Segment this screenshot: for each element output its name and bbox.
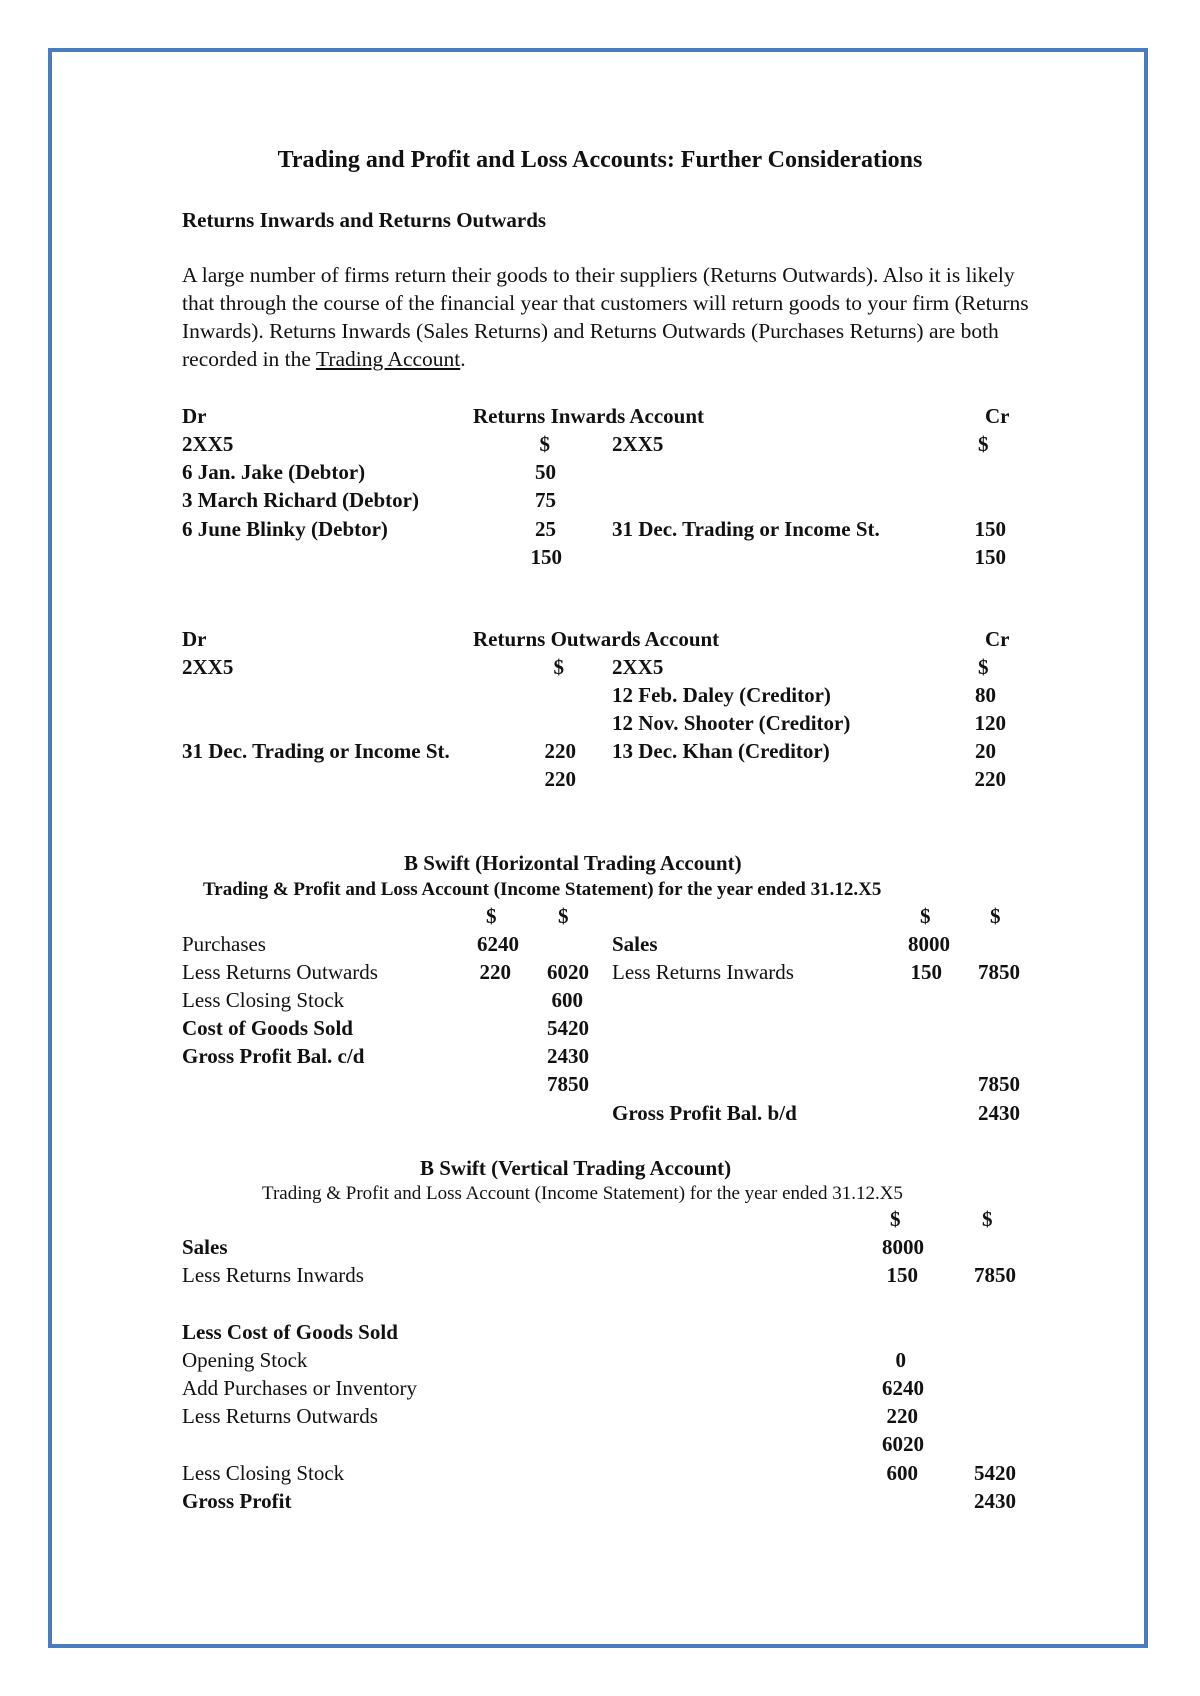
- ro-total-right: 220: [974, 767, 1006, 791]
- ro-title: Returns Outwards Account: [473, 627, 720, 651]
- ro-dr-label: Dr: [182, 627, 207, 651]
- v-less-returns-outwards-a: 220: [886, 1404, 918, 1428]
- intro-paragraph: [182, 261, 1042, 373]
- v-cogs-heading: Less Cost of Goods Sold: [182, 1320, 398, 1344]
- v-less-returns-inwards-b: 7850: [974, 1263, 1016, 1287]
- h-currency: $: [990, 904, 1001, 928]
- ro-row-desc: 12 Nov. Shooter (Creditor): [612, 711, 851, 735]
- v-sales-amount: 8000: [882, 1235, 924, 1259]
- h-less-returns-outwards-b: 6020: [547, 960, 589, 984]
- h-sales-amount: 8000: [908, 932, 950, 956]
- ro-row-desc: 31 Dec. Trading or Income St.: [182, 739, 450, 763]
- section-heading: Returns Inwards and Returns Outwards: [182, 208, 547, 232]
- h-purchases-amount: 6240: [477, 932, 519, 956]
- ri-year-right: 2XX5: [612, 432, 664, 456]
- ro-row-desc: 12 Feb. Daley (Creditor): [612, 683, 831, 707]
- v-subtotal: 6020: [882, 1432, 924, 1456]
- v-less-closing-stock-b: 5420: [974, 1461, 1016, 1485]
- h-less-returns-inwards-a: 150: [910, 960, 942, 984]
- h-less-returns-inwards-b: 7850: [978, 960, 1020, 984]
- ri-row-desc: 3 March Richard (Debtor): [182, 488, 419, 512]
- horizontal-subtitle: Trading & Profit and Loss Account (Income Statement) for the year ended 31.12.X5: [203, 879, 882, 900]
- v-less-returns-inwards-a: 150: [886, 1263, 918, 1287]
- v-opening-stock-label: Opening Stock: [182, 1348, 308, 1372]
- ro-row-desc: 13 Dec. Khan (Creditor): [612, 739, 830, 763]
- intro-end: .: [460, 347, 466, 371]
- ro-year-right: 2XX5: [612, 655, 664, 679]
- ri-dr-label: Dr: [182, 404, 207, 428]
- ri-cr-label: Cr: [985, 404, 1010, 428]
- v-less-closing-stock-label: Less Closing Stock: [182, 1461, 345, 1485]
- h-gross-profit-bd-b: 2430: [978, 1101, 1020, 1125]
- ri-row-amount: 50: [535, 460, 556, 484]
- ro-row-amount: 80: [975, 683, 996, 707]
- ro-row-amount: 220: [544, 739, 576, 763]
- ro-currency-right: $: [978, 655, 989, 679]
- vertical-subtitle: Trading & Profit and Loss Account (Income Statement) for the year ended 31.12.X5: [262, 1183, 903, 1204]
- ri-row-desc: 31 Dec. Trading or Income St.: [612, 517, 880, 541]
- ri-currency-left: $: [539, 432, 550, 456]
- ro-row-amount: 120: [974, 711, 1006, 735]
- ri-year-left: 2XX5: [182, 432, 234, 456]
- ri-total-left: 150: [530, 545, 562, 569]
- h-cogs-label: Cost of Goods Sold: [182, 1016, 353, 1040]
- page-title: Trading and Profit and Loss Accounts: Further Considerations: [277, 147, 923, 173]
- v-currency: $: [982, 1207, 993, 1231]
- ri-total-right: 150: [974, 545, 1006, 569]
- h-less-returns-outwards-label: Less Returns Outwards: [182, 960, 378, 984]
- h-gross-profit-cd-label: Gross Profit Bal. c/d: [182, 1044, 365, 1068]
- h-less-returns-outwards-a: 220: [479, 960, 511, 984]
- ri-row-desc: 6 June Blinky (Debtor): [182, 517, 388, 541]
- v-less-returns-outwards-label: Less Returns Outwards: [182, 1404, 378, 1428]
- h-less-closing-stock-label: Less Closing Stock: [182, 988, 345, 1012]
- intro-text: A large number of firms return their goods to their suppliers (Returns Outwards). Also it is likely that through the course of the financial year that customers will return goods to your firm (Returns Inwards). Returns Inwards (Sales Returns) and Returns Outwards (Purchases Returns) are both recorded in the: [182, 263, 1029, 371]
- h-gross-profit-cd-b: 2430: [547, 1044, 589, 1068]
- h-sales-label: Sales: [612, 932, 658, 956]
- ro-currency-left: $: [553, 655, 564, 679]
- ro-total-left: 220: [544, 767, 576, 791]
- ro-year-left: 2XX5: [182, 655, 234, 679]
- h-less-returns-inwards-label: Less Returns Inwards: [612, 960, 794, 984]
- ro-row-amount: 20: [975, 739, 996, 763]
- v-opening-stock-a: 0: [895, 1348, 906, 1372]
- trading-account-link[interactable]: Trading Account: [315, 347, 461, 371]
- ri-row-desc: 6 Jan. Jake (Debtor): [182, 460, 366, 484]
- h-total-left: 7850: [547, 1072, 589, 1096]
- h-currency: $: [920, 904, 931, 928]
- v-purchases-label: Add Purchases or Inventory: [182, 1376, 418, 1400]
- ri-currency-right: $: [978, 432, 989, 456]
- h-cogs-b: 5420: [547, 1016, 589, 1040]
- v-currency: $: [890, 1207, 901, 1231]
- horizontal-title: B Swift (Horizontal Trading Account): [404, 851, 742, 875]
- ri-row-amount: 25: [535, 517, 556, 541]
- ro-cr-label: Cr: [985, 627, 1010, 651]
- ri-row-amount: 150: [974, 517, 1006, 541]
- h-less-closing-stock-b: 600: [551, 988, 583, 1012]
- v-less-closing-stock-a: 600: [886, 1461, 918, 1485]
- v-less-returns-inwards-label: Less Returns Inwards: [182, 1263, 364, 1287]
- vertical-title: B Swift (Vertical Trading Account): [420, 1156, 732, 1180]
- v-purchases-a: 6240: [882, 1376, 924, 1400]
- v-gross-profit-label: Gross Profit: [182, 1489, 292, 1513]
- v-gross-profit-b: 2430: [974, 1489, 1016, 1513]
- v-sales-label: Sales: [182, 1235, 228, 1259]
- h-currency: $: [486, 904, 497, 928]
- ri-title: Returns Inwards Account: [473, 404, 705, 428]
- h-currency: $: [558, 904, 569, 928]
- ri-row-amount: 75: [535, 488, 556, 512]
- h-gross-profit-bd-label: Gross Profit Bal. b/d: [612, 1101, 797, 1125]
- h-purchases-label: Purchases: [182, 932, 266, 956]
- h-total-right: 7850: [978, 1072, 1020, 1096]
